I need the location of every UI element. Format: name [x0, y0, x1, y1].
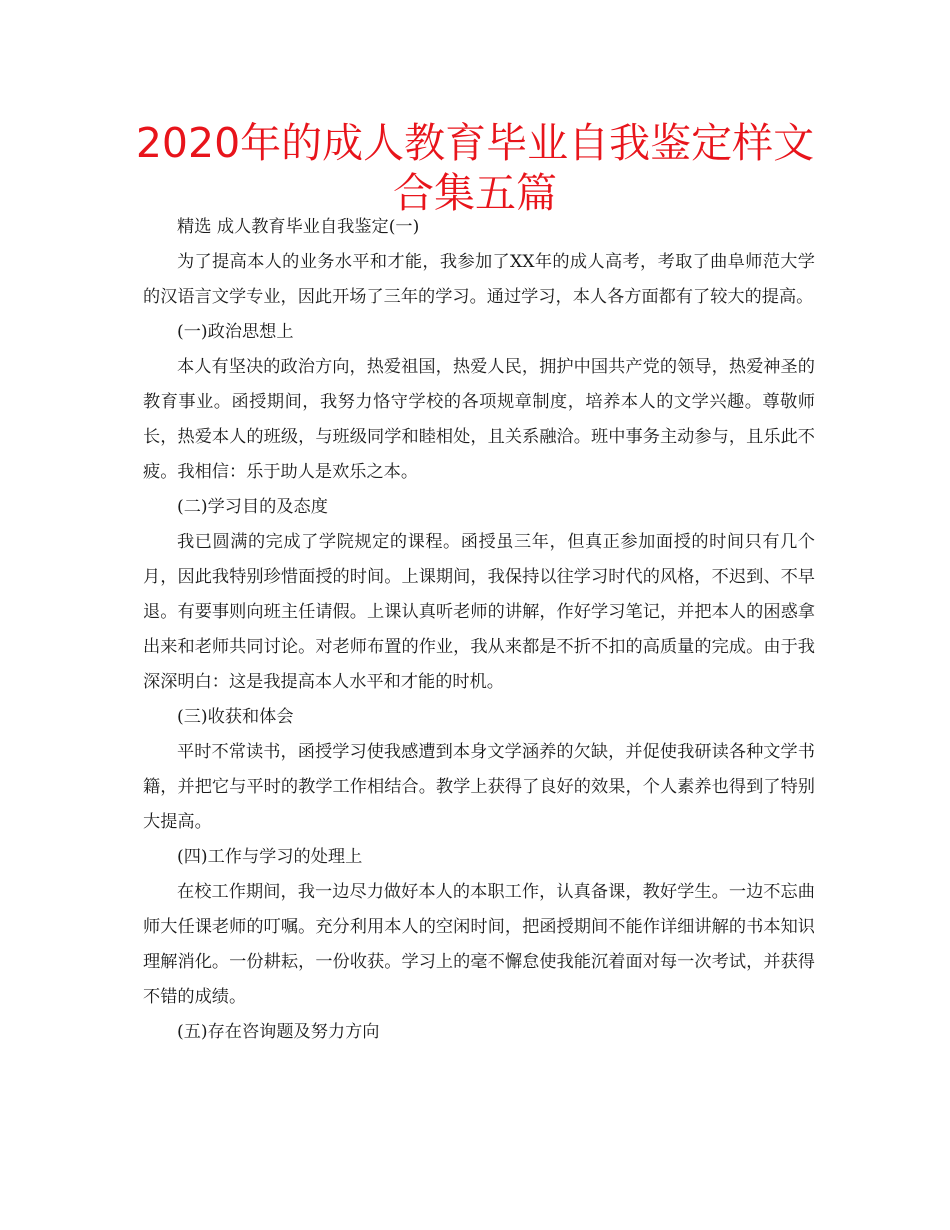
section-heading-work-study: (四)工作与学习的处理上: [177, 847, 363, 867]
document-body: [143, 210, 815, 1050]
document-title: 2020年的成人教育毕业自我鉴定样文合集五篇: [135, 119, 815, 217]
section-heading-gains: (三)收获和体会: [177, 707, 294, 727]
paragraph-heading-intro: 精选 成人教育毕业自我鉴定(一): [177, 217, 420, 237]
paragraph: 我已圆满的完成了学院规定的课程。函授虽三年，但真正参加面授的时间只有几个月，因此我特别珍惜面授的时间。上课期间，我保持以往学习时代的风格，不迟到、不早退。有要事则向班主任请假。上课认真听老师的讲解，作好学习笔记，并把本人的困惑拿出来和老师共同讨论。对老师布置的作业，我从来都是不折不扣的高质量的完成。由于我深深明白：这是我提高本人水平和才能的时机。: [143, 532, 815, 692]
section-heading-political: (一)政治思想上: [177, 322, 294, 342]
paragraph: 为了提高本人的业务水平和才能，我参加了XX年的成人高考，考取了曲阜师范大学的汉语言文学专业，因此开场了三年的学习。通过学习，本人各方面都有了较大的提高。: [143, 252, 815, 307]
section-heading-problems: (五)存在咨询题及努力方向: [177, 1022, 380, 1042]
section-heading-study-purpose: (二)学习目的及态度: [177, 497, 328, 517]
paragraph: 平时不常读书，函授学习使我感遭到本身文学涵养的欠缺，并促使我研读各种文学书籍，并把它与平时的教学工作相结合。教学上获得了良好的效果，个人素养也得到了特别大提高。: [143, 742, 815, 832]
paragraph: 在校工作期间，我一边尽力做好本人的本职工作，认真备课，教好学生。一边不忘曲师大任课老师的叮嘱。充分利用本人的空闲时间，把函授期间不能作详细讲解的书本知识理解消化。一份耕耘，一份收获。学习上的毫不懈怠使我能沉着面对每一次考试，并获得不错的成绩。: [143, 882, 815, 1007]
paragraph: 本人有坚决的政治方向，热爱祖国，热爱人民，拥护中国共产党的领导，热爱神圣的教育事业。函授期间，我努力恪守学校的各项规章制度，培养本人的文学兴趣。尊敬师长，热爱本人的班级，与班级同学和睦相处，且关系融洽。班中事务主动参与，且乐此不疲。我相信：乐于助人是欢乐之本。: [143, 357, 815, 482]
